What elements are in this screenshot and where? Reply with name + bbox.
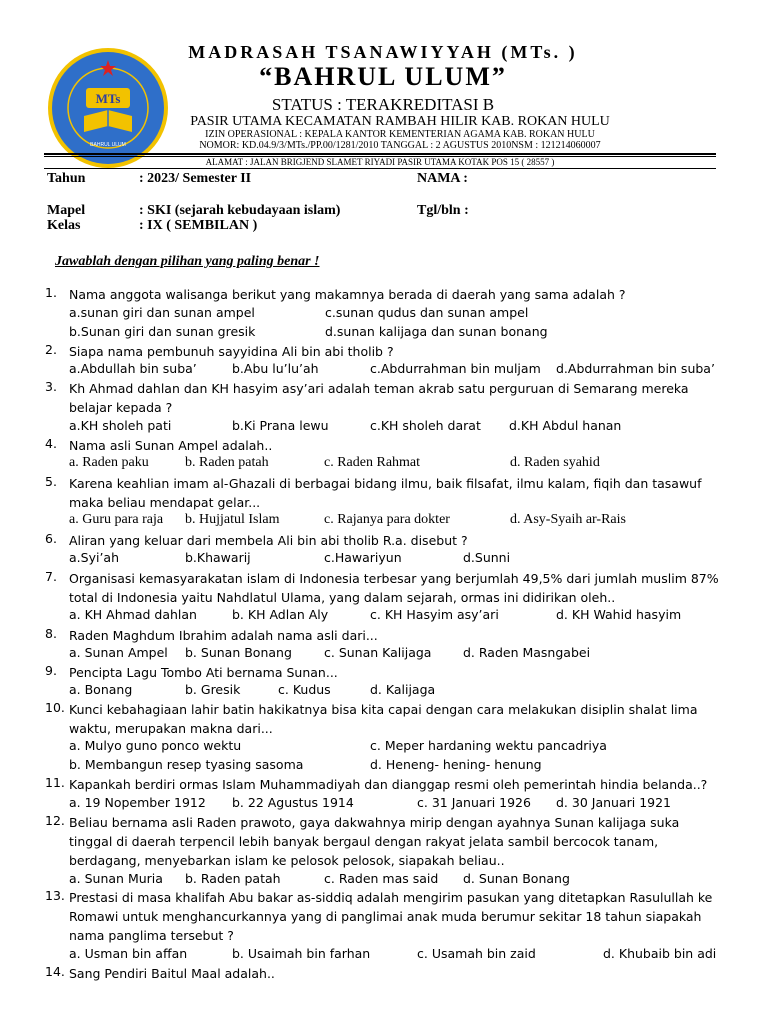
- option-c[interactable]: c. Usamah bin zaid: [417, 946, 536, 961]
- option-b[interactable]: b. Membangun resep tyasing sasoma: [69, 757, 304, 772]
- option-a[interactable]: a.sunan giri dan sunan ampel: [69, 305, 255, 320]
- option-b[interactable]: b.Khawarij: [185, 550, 251, 565]
- option-c[interactable]: c.KH sholeh darat: [370, 418, 481, 433]
- option-c[interactable]: c.Hawariyun: [324, 550, 402, 565]
- question-text: Aliran yang keluar dari membela Ali bin abi tholib R.a. disebut ?: [69, 533, 468, 548]
- option-d[interactable]: d. Asy-Syaih ar-Rais: [510, 512, 626, 527]
- option-a[interactable]: a. Guru para raja: [69, 512, 164, 527]
- tahun-label: Tahun: [47, 171, 86, 186]
- option-c[interactable]: c. KH Hasyim asy’ari: [370, 607, 499, 622]
- option-c[interactable]: c. Raden mas said: [324, 871, 439, 886]
- option-d[interactable]: d.sunan kalijaga dan sunan bonang: [325, 324, 548, 339]
- option-a[interactable]: a. Mulyo guno ponco wektu: [69, 738, 242, 753]
- logo-bottom-text: BAHRUL ULUM: [90, 142, 126, 148]
- option-c[interactable]: c. Kudus: [278, 682, 331, 697]
- option-d[interactable]: d. Heneng- hening- henung: [370, 757, 542, 772]
- question-number: 7.: [45, 569, 57, 584]
- question-number: 1.: [45, 285, 57, 300]
- question-text: Pencipta Lagu Tombo Ati bernama Sunan...: [69, 665, 338, 680]
- option-d[interactable]: d. KH Wahid hasyim: [556, 607, 682, 622]
- option-b[interactable]: b. Gresik: [185, 682, 241, 697]
- tgl-field[interactable]: Tgl/bln :: [417, 203, 469, 218]
- header-divider: [44, 153, 716, 155]
- option-a[interactable]: a. Bonang: [69, 682, 133, 697]
- logo-mts-text: MTs: [95, 91, 121, 106]
- question-text: Siapa nama pembunuh sayyidina Ali bin abi tholib ?: [69, 344, 394, 359]
- option-b[interactable]: b. Raden patah: [185, 455, 269, 470]
- option-b[interactable]: b.Sunan giri dan sunan gresik: [69, 324, 256, 339]
- option-b[interactable]: b. 22 Agustus 1914: [232, 795, 354, 810]
- question-number: 6.: [45, 531, 57, 546]
- option-a[interactable]: a.Syi’ah: [69, 550, 119, 565]
- school-name: “BAHRUL ULUM”: [259, 62, 507, 91]
- option-a[interactable]: a. Raden paku: [69, 455, 149, 470]
- question-text: Sang Pendiri Baitul Maal adalah..: [69, 966, 275, 981]
- option-a[interactable]: a. Usman bin affan: [69, 946, 188, 961]
- option-a[interactable]: a.Abdullah bin suba’: [69, 361, 197, 376]
- question-number: 13.: [45, 888, 65, 903]
- question-text: Karena keahlian imam al-Ghazali di berbagai bidang ilmu, baik filsafat, ilmu kalam, fiqih dan tasawuf maka beliau mendapat gelar...: [69, 476, 702, 510]
- option-a[interactable]: a. Sunan Muria: [69, 871, 163, 886]
- option-c[interactable]: c. Rajanya para dokter: [324, 512, 450, 527]
- question-number: 2.: [45, 342, 57, 357]
- option-d[interactable]: d. Khubaib bin adi: [603, 946, 717, 961]
- option-d[interactable]: d.KH Abdul hanan: [509, 418, 622, 433]
- nama-field[interactable]: NAMA :: [417, 171, 468, 186]
- school-address: ALAMAT : JALAN BRIGJEND SLAMET RIYADI PASIR UTAMA KOTAK POS 15 ( 28557 ): [205, 157, 555, 167]
- address-divider: [44, 168, 716, 169]
- accreditation-status: STATUS : TERAKREDITASI B: [271, 95, 495, 114]
- question-text: Kapankah berdiri ormas Islam Muhammadiyah dan dianggap resmi oleh pemerintah hindia belanda..?: [69, 777, 708, 792]
- option-a[interactable]: a. 19 Nopember 1912: [69, 795, 206, 810]
- option-d[interactable]: d.Abdurrahman bin suba’: [556, 361, 715, 376]
- option-c[interactable]: c.Abdurrahman bin muljam: [370, 361, 541, 376]
- question-number: 4.: [45, 436, 57, 451]
- question-number: 9.: [45, 663, 57, 678]
- permit-number: NOMOR: KD.04.9/3/MTs./PP.00/1281/2010 TANGGAL : 2 AGUSTUS 2010NSM : 121214060007: [199, 140, 601, 151]
- option-d[interactable]: d. Raden Masngabei: [463, 645, 591, 660]
- school-location: PASIR UTAMA KECAMATAN RAMBAH HILIR KAB. ROKAN HULU: [190, 114, 610, 129]
- question-text: Organisasi kemasyarakatan islam di Indonesia terbesar yang berjumlah 49,5% dari jumlah muslim 87% total di Indonesia yaitu Nahdlatul Ulama, yang dalam sejarah, ormas ini didirikan oleh..: [69, 571, 719, 605]
- question-number: 11.: [45, 775, 65, 790]
- question-text: Nama anggota walisanga berikut yang makamnya berada di daerah yang sama adalah ?: [69, 287, 626, 302]
- operating-permit: IZIN OPERASIONAL : KEPALA KANTOR KEMENTERIAN AGAMA KAB. ROKAN HULU: [205, 129, 595, 140]
- option-b[interactable]: b.Abu lu’lu’ah: [232, 361, 319, 376]
- option-d[interactable]: d. Raden syahid: [510, 455, 600, 470]
- option-b[interactable]: b. Sunan Bonang: [185, 645, 292, 660]
- option-d[interactable]: d. Sunan Bonang: [463, 871, 570, 886]
- option-c[interactable]: c. Meper hardaning wektu pancadriya: [370, 738, 607, 753]
- option-b[interactable]: b. Usaimah bin farhan: [232, 946, 371, 961]
- question-number: 10.: [45, 700, 65, 715]
- question-text: Prestasi di masa khalifah Abu bakar as-siddiq adalah mengirim pasukan yang ditetapkan Rasulullah ke Romawi untuk menghancurkannya yang di panglimai anak muda berumur sekitar 18 tahun siapakah nama panglima tersebut ?: [69, 890, 713, 943]
- question-text: Kunci kebahagiaan lahir batin hakikatnya bisa kita capai dengan cara melakukan disiplin shalat lima waktu, merupakan makna dari...: [69, 702, 698, 736]
- question-number: 5.: [45, 474, 57, 489]
- option-b[interactable]: b.Ki Prana lewu: [232, 418, 329, 433]
- question-text: Raden Maghdum Ibrahim adalah nama asli dari...: [69, 628, 378, 643]
- option-c[interactable]: c.sunan qudus dan sunan ampel: [325, 305, 529, 320]
- mapel-label: Mapel: [47, 203, 86, 218]
- school-logo: [46, 46, 170, 170]
- option-b[interactable]: b. Raden patah: [185, 871, 281, 886]
- option-a[interactable]: a.KH sholeh pati: [69, 418, 172, 433]
- option-d[interactable]: d. 30 Januari 1921: [556, 795, 672, 810]
- option-d[interactable]: d.Sunni: [463, 550, 511, 565]
- school-type: MADRASAH TSANAWIYYAH (MTs. ): [188, 42, 578, 62]
- question-text: Nama asli Sunan Ampel adalah..: [69, 438, 273, 453]
- option-a[interactable]: a. Sunan Ampel: [69, 645, 168, 660]
- option-c[interactable]: c. Raden Rahmat: [324, 455, 421, 470]
- kelas-value: : IX ( SEMBILAN ): [139, 218, 258, 233]
- question-text: Kh Ahmad dahlan dan KH hasyim asy’ari adalah teman akrab satu perguruan di Semarang mereka belajar kepada ?: [69, 381, 689, 415]
- option-c[interactable]: c. 31 Januari 1926: [417, 795, 531, 810]
- tahun-value: : 2023/ Semester II: [139, 171, 252, 186]
- instruction: Jawablah dengan pilihan yang paling benar !: [55, 254, 320, 269]
- option-b[interactable]: b. KH Adlan Aly: [232, 607, 329, 622]
- option-c[interactable]: c. Sunan Kalijaga: [324, 645, 432, 660]
- question-number: 3.: [45, 379, 57, 394]
- kelas-label: Kelas: [47, 218, 81, 233]
- question-text: Beliau bernama asli Raden prawoto, gaya dakwahnya mirip dengan ayahnya Sunan kalijaga suka tinggal di daerah terpencil lebih banyak bergaul dengan rakyat jelata sambil bercocok tanam, berdagang, menyebarkan islam ke pelosok pelosok, siapakah beliau..: [69, 815, 680, 868]
- option-b[interactable]: b. Hujjatul Islam: [185, 512, 280, 527]
- option-d[interactable]: d. Kalijaga: [370, 682, 436, 697]
- option-a[interactable]: a. KH Ahmad dahlan: [69, 607, 197, 622]
- question-number: 14.: [45, 964, 65, 979]
- mapel-value: : SKI (sejarah kebudayaan islam): [139, 203, 341, 218]
- question-number: 12.: [45, 813, 65, 828]
- question-number: 8.: [45, 626, 57, 641]
